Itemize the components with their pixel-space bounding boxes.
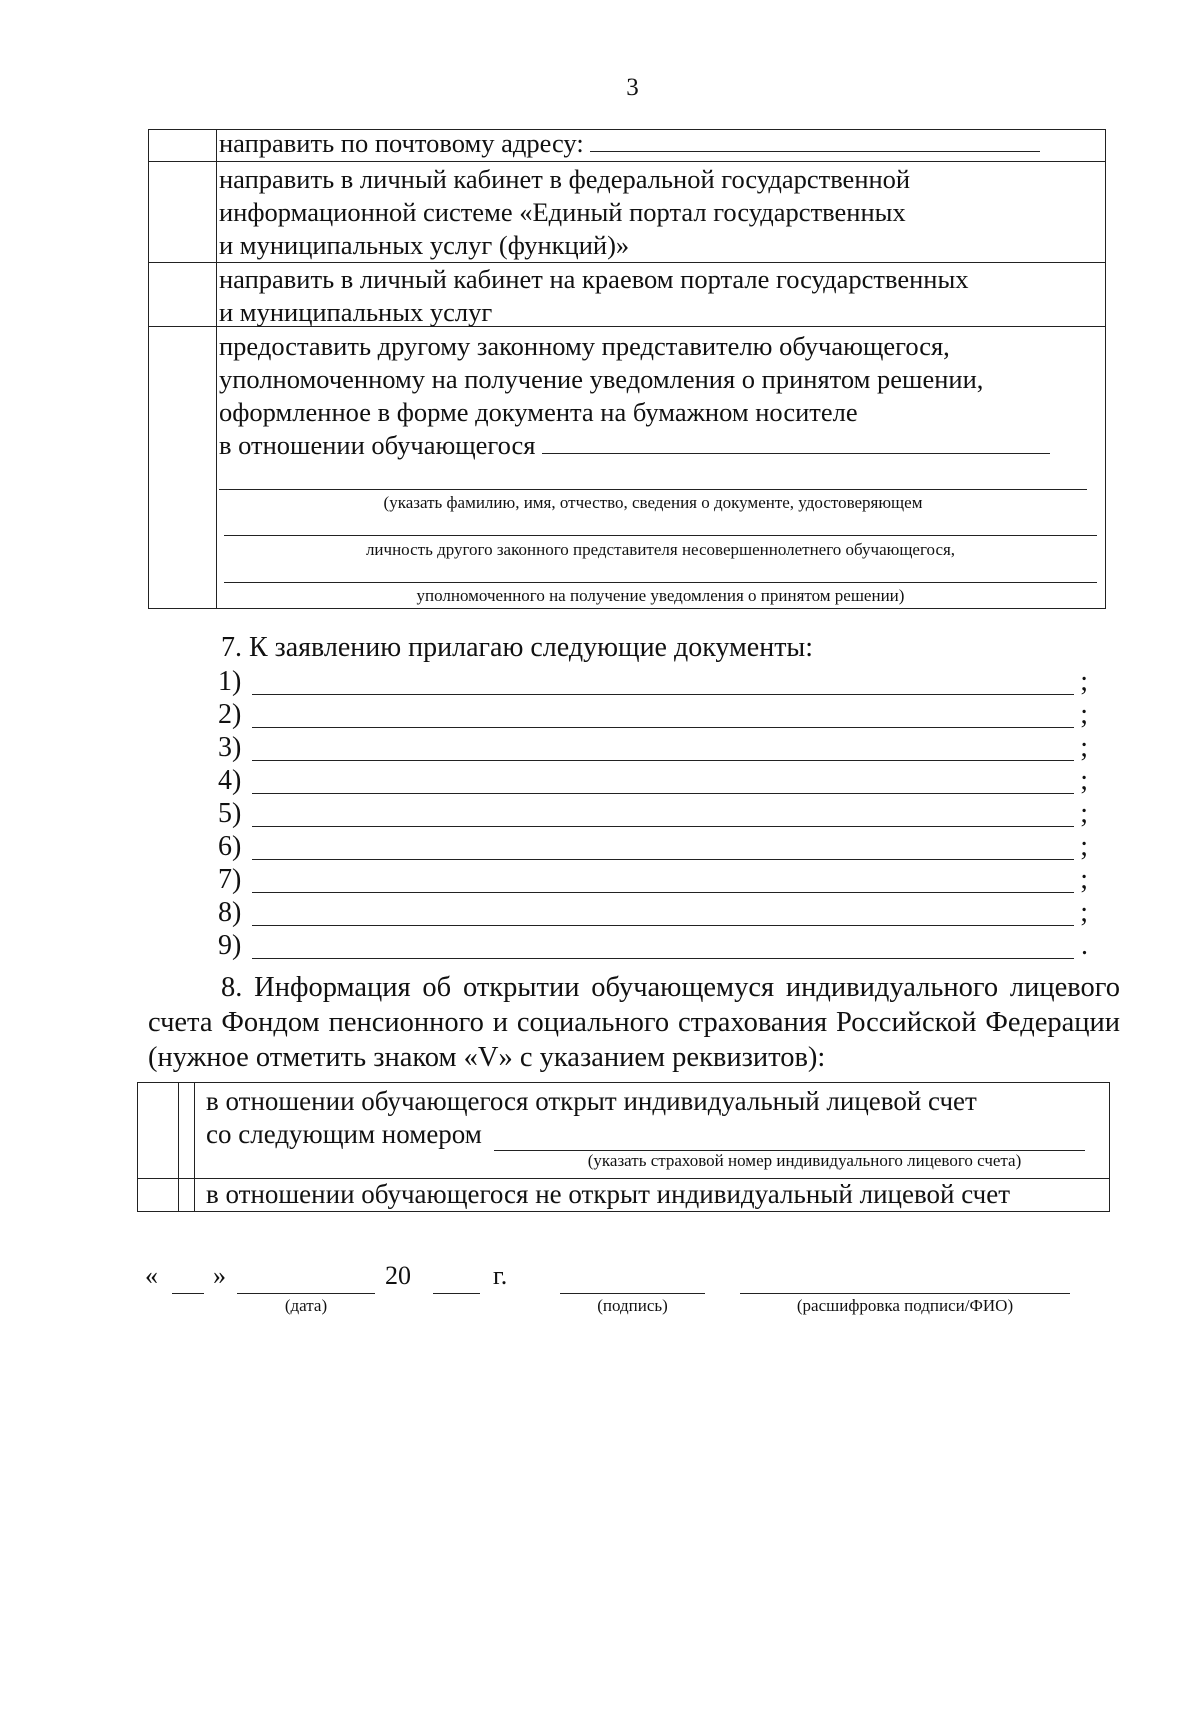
representative-caption-3: уполномоченного на получение уведомления о принятом решении): [416, 586, 905, 605]
page-number: 3: [626, 74, 639, 101]
signature-field[interactable]: [560, 1293, 705, 1294]
account-number-caption: (указать страховой номер индивидуального лицевого счета): [587, 1151, 1022, 1170]
document-item: [218, 699, 1088, 731]
option-postal-label: направить по почтовому адресу:: [219, 128, 584, 158]
document-item-punct: ;: [1080, 732, 1088, 763]
option-regional-portal-line: и муниципальных услуг: [219, 297, 493, 327]
document-item: [218, 897, 1088, 929]
document-item-number: 9): [218, 930, 242, 961]
document-item-number: 2): [218, 699, 242, 730]
checkbox-cell-other-representative[interactable]: [149, 327, 215, 607]
document-item-punct: ;: [1080, 765, 1088, 796]
postal-address-field[interactable]: [590, 127, 1040, 152]
document-item-punct: ;: [1080, 864, 1088, 895]
document-item-punct: ;: [1080, 666, 1088, 697]
document-item-punct: ;: [1080, 798, 1088, 829]
student-name-field[interactable]: [542, 429, 1050, 454]
checkbox-cell-federal-portal[interactable]: [149, 162, 215, 262]
option-postal: [219, 127, 1089, 160]
representative-info-line[interactable]: [219, 489, 1087, 490]
document-item-number: 4): [218, 765, 242, 796]
option-regional-portal-line: направить в личный кабинет на краевом портале государственных: [219, 264, 969, 294]
document-item-punct: ;: [1080, 831, 1088, 862]
day-field[interactable]: [172, 1293, 204, 1294]
document-item-field[interactable]: [252, 760, 1074, 761]
document-item-number: 8): [218, 897, 242, 928]
section-8-text: 8. Информация об открытии обучающемуся индивидуального лицевого счета Фондом пенсионного и социального страхования Российской Федерации (нужное отметить знаком «V» с указанием реквизитов):: [148, 972, 1120, 1073]
checkbox-cell-regional-portal[interactable]: [149, 263, 215, 326]
document-item: [218, 864, 1088, 896]
document-item-field[interactable]: [252, 727, 1074, 728]
date-caption: (дата): [284, 1296, 328, 1315]
personal-account-table: [137, 1082, 1110, 1212]
representative-info-line[interactable]: [224, 535, 1097, 536]
month-field[interactable]: [237, 1293, 375, 1294]
document-item-punct: ;: [1080, 699, 1088, 730]
document-item: [218, 732, 1088, 764]
signature-caption: (подпись): [597, 1296, 668, 1315]
document-item-number: 1): [218, 666, 242, 697]
checkbox-cell-postal[interactable]: [149, 130, 215, 161]
account-opened-line-2: [206, 1119, 1099, 1150]
document-item-field[interactable]: [252, 958, 1074, 959]
account-number-label: со следующим номером: [206, 1119, 482, 1149]
representative-caption-2: личность другого законного представителя несовершеннолетнего обучающегося,: [365, 540, 956, 559]
representative-caption-1: (указать фамилию, имя, отчество, сведения о документе, удостоверяющем: [383, 493, 923, 512]
option-other-representative-line: оформленное в форме документа на бумажном носителе: [219, 397, 858, 427]
account-opened-line-1: в отношении обучающегося открыт индивидуальный лицевой счет: [206, 1086, 977, 1116]
document-item-punct: ;: [1080, 897, 1088, 928]
name-field[interactable]: [740, 1293, 1070, 1294]
option-other-representative-line: в отношении обучающегося: [219, 430, 536, 460]
document-item-field[interactable]: [252, 826, 1074, 827]
account-not-opened-text: в отношении обучающегося не открыт индивидуальный лицевой счет: [206, 1179, 1011, 1209]
document-item-number: 3): [218, 732, 242, 763]
checkbox-account-not-opened[interactable]: [138, 1179, 178, 1211]
section-7-heading: 7. К заявлению прилагаю следующие документы:: [221, 632, 814, 663]
option-federal-portal: [219, 163, 1089, 262]
document-item-number: 5): [218, 798, 242, 829]
document-item-number: 7): [218, 864, 242, 895]
document-item: [218, 798, 1088, 830]
document-item: [218, 666, 1088, 698]
option-other-representative: [219, 330, 1089, 462]
option-regional-portal: [219, 263, 1089, 329]
document-item: [218, 930, 1088, 962]
document-item: [218, 831, 1088, 863]
document-item: [218, 765, 1088, 797]
checkbox-account-opened[interactable]: [138, 1083, 178, 1178]
year-prefix: 20: [385, 1261, 411, 1290]
option-federal-portal-line: направить в личный кабинет в федеральной государственной: [219, 164, 911, 194]
option-federal-portal-line: и муниципальных услуг (функций)»: [219, 230, 630, 260]
document-item-number: 6): [218, 831, 242, 862]
document-item-punct: .: [1081, 930, 1088, 961]
option-other-representative-line: уполномоченному на получение уведомления о принятом решении,: [219, 364, 984, 394]
option-federal-portal-line: информационной системе «Единый портал государственных: [219, 197, 906, 227]
document-item-field[interactable]: [252, 694, 1074, 695]
section-8-paragraph: [148, 970, 1120, 1075]
document-item-field[interactable]: [252, 859, 1074, 860]
document-item-field[interactable]: [252, 925, 1074, 926]
representative-info-line[interactable]: [224, 582, 1097, 583]
year-suffix: г.: [493, 1261, 508, 1290]
document-item-field[interactable]: [252, 793, 1074, 794]
name-caption: (расшифровка подписи/ФИО): [796, 1296, 1014, 1315]
open-quote: «: [145, 1261, 158, 1290]
year-field[interactable]: [433, 1293, 480, 1294]
delivery-method-table: [148, 129, 1106, 609]
option-other-representative-line: предоставить другому законному представителю обучающегося,: [219, 331, 950, 361]
document-item-field[interactable]: [252, 892, 1074, 893]
close-quote: »: [213, 1261, 226, 1290]
